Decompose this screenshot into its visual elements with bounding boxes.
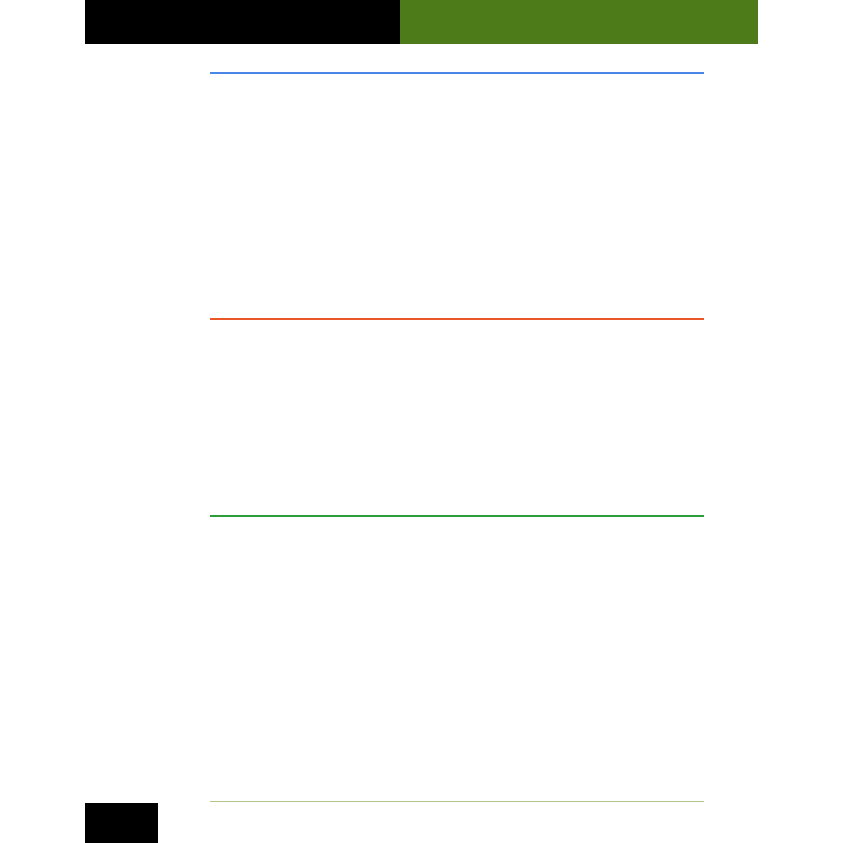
chapter-entry[interactable] [465, 528, 704, 540]
chapter-entry[interactable] [465, 97, 704, 109]
chapter-entry[interactable] [210, 386, 450, 398]
unit-rule [210, 318, 704, 320]
section-entry[interactable] [465, 227, 704, 239]
chapter-entry[interactable] [465, 279, 704, 291]
section-entry[interactable] [210, 567, 450, 579]
chapter-entry[interactable] [465, 399, 704, 411]
section-entry[interactable] [465, 369, 704, 381]
chapter-entry[interactable] [465, 584, 704, 596]
section-entry[interactable] [465, 343, 704, 355]
section-entry[interactable] [210, 541, 450, 553]
unit-rule [210, 72, 704, 74]
section-entry[interactable] [210, 110, 450, 122]
section-entry[interactable] [210, 425, 450, 437]
section-entry[interactable] [465, 356, 704, 368]
back-matter-divider [210, 801, 704, 802]
section-entry[interactable] [210, 136, 450, 148]
section-entry[interactable] [210, 356, 450, 368]
section-entry[interactable] [210, 438, 450, 450]
section-entry[interactable] [210, 97, 450, 109]
section-entry[interactable] [210, 606, 450, 618]
section-entry[interactable] [210, 688, 450, 700]
section-entry[interactable] [210, 283, 450, 295]
section-entry[interactable] [210, 369, 450, 381]
section-entry[interactable] [465, 567, 704, 579]
section-entry[interactable] [465, 266, 704, 278]
section-entry[interactable] [210, 296, 450, 308]
section-entry[interactable] [210, 218, 450, 230]
section-entry[interactable] [210, 399, 450, 411]
chapter-entry[interactable] [210, 84, 450, 96]
section-entry[interactable] [210, 503, 450, 515]
section-entry[interactable] [210, 701, 450, 713]
page-footer [85, 803, 758, 843]
section-entry[interactable] [465, 610, 704, 622]
section-entry[interactable] [465, 110, 704, 122]
chapter-entry[interactable] [465, 84, 704, 96]
section-entry[interactable] [465, 305, 704, 317]
section-entry[interactable] [210, 554, 450, 566]
chapter-entry[interactable] [465, 597, 704, 609]
section-entry[interactable] [465, 149, 704, 161]
section-entry[interactable] [210, 632, 450, 644]
section-entry[interactable] [210, 645, 450, 657]
section-entry[interactable] [465, 541, 704, 553]
section-entry[interactable] [210, 580, 450, 592]
section-entry[interactable] [210, 451, 450, 463]
section-entry[interactable] [210, 205, 450, 217]
header-title-bar [85, 0, 400, 44]
section-entry[interactable] [210, 490, 450, 502]
chapter-entry[interactable] [210, 166, 450, 178]
section-entry[interactable] [465, 123, 704, 135]
section-entry[interactable] [210, 192, 450, 204]
chapter-entry[interactable] [465, 412, 704, 424]
unit-rule [210, 515, 704, 517]
section-entry[interactable] [465, 201, 704, 213]
section-entry[interactable] [210, 464, 450, 476]
section-entry[interactable] [210, 244, 450, 256]
section-entry[interactable] [210, 231, 450, 243]
section-entry[interactable] [465, 382, 704, 394]
chapter-entry[interactable] [210, 330, 450, 342]
header-accent-bar [400, 0, 758, 44]
section-entry[interactable] [465, 214, 704, 226]
chapter-entry[interactable] [465, 330, 704, 342]
section-entry[interactable] [210, 257, 450, 269]
page-header [85, 0, 758, 44]
section-entry[interactable] [465, 175, 704, 187]
chapter-entry[interactable] [210, 662, 450, 674]
section-entry[interactable] [210, 593, 450, 605]
chapter-entry[interactable] [210, 528, 450, 540]
section-entry[interactable] [465, 253, 704, 265]
section-entry[interactable] [465, 136, 704, 148]
section-entry[interactable] [465, 188, 704, 200]
section-entry[interactable] [210, 619, 450, 631]
section-entry[interactable] [465, 162, 704, 174]
section-entry[interactable] [465, 554, 704, 566]
section-entry[interactable] [210, 123, 450, 135]
footer-black-block [85, 803, 158, 843]
section-entry[interactable] [465, 425, 704, 437]
unit-heading [210, 65, 704, 79]
section-entry[interactable] [210, 412, 450, 424]
section-entry[interactable] [210, 714, 450, 726]
section-entry[interactable] [210, 270, 450, 282]
chapter-entry[interactable] [210, 179, 450, 191]
section-entry[interactable] [465, 240, 704, 252]
section-entry[interactable] [210, 477, 450, 489]
section-entry[interactable] [465, 438, 704, 450]
chapter-entry[interactable] [210, 675, 450, 687]
section-entry[interactable] [210, 343, 450, 355]
section-entry[interactable] [210, 149, 450, 161]
chapter-entry[interactable] [465, 292, 704, 304]
